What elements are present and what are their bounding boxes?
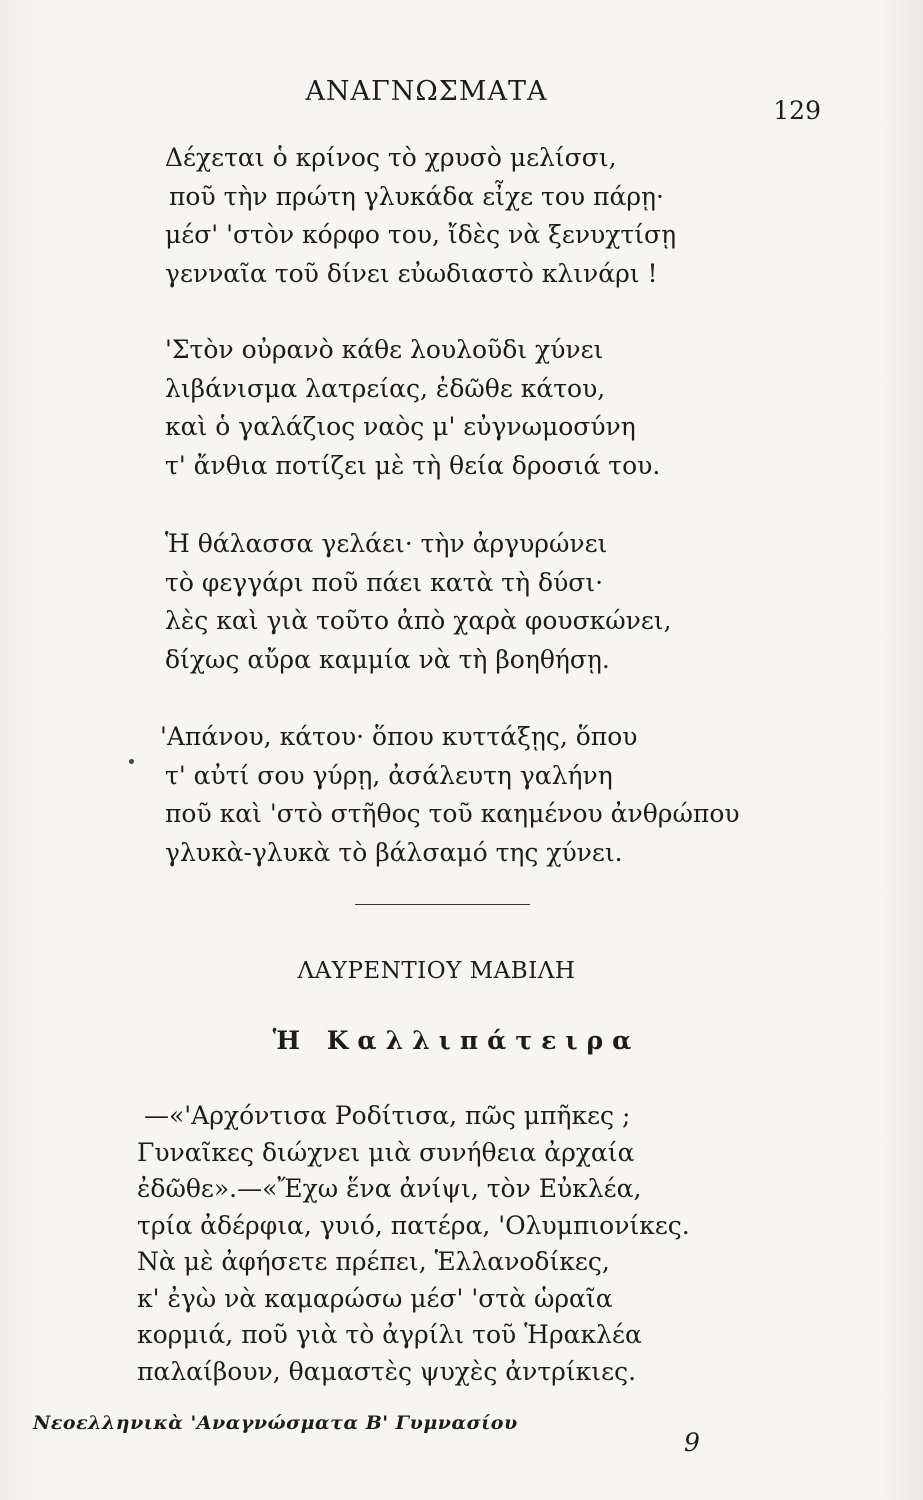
author-name: ΛΑΥΡΕΝΤΙΟΥ ΜΑΒΙΛΗ <box>297 958 576 984</box>
footer-book-title: Νεοελληνικὰ 'Αναγνώσματα Β' Γυμνασίου <box>33 1412 518 1434</box>
verse-line: παλαίβουν, θαμαστὲς ψυχὲς ἀντρίκιες. <box>137 1356 637 1386</box>
poem-title: Ἡ Καλλιπάτειρα <box>272 1026 641 1055</box>
stanza-3 <box>165 525 672 679</box>
stanza-1 <box>165 139 676 293</box>
verse-line: ποῦ τὴν πρώτη γλυκάδα εἶχε του πάρῃ· <box>169 181 664 211</box>
verse-line: —«'Αρχόντισα Ροδίτισα, πῶς μπῆκες ; <box>144 1101 631 1130</box>
verse-line: μέσ' 'στὸν κόρφο του, ἴδὲς νὰ ξενυχτίσῃ <box>165 220 677 249</box>
verse-line: λὲς καὶ γιὰ τοῦτο ἀπὸ χαρὰ φουσκώνει, <box>165 606 672 635</box>
section-divider <box>355 904 530 905</box>
verse-line: 'Απάνου, κάτου· ὅπου κυττάξῃς, ὅπου <box>160 722 638 751</box>
verse-line: τ' αὐτί σου γύρῃ, ἀσάλευτη γαλήνη <box>165 760 613 790</box>
verse-line: δίχως αὔρα καμμία νὰ τὴ βοηθήσῃ. <box>165 644 610 674</box>
verse-line: τὸ φεγγάρι ποῦ πάει κατὰ τὴ δύσι· <box>165 567 604 597</box>
verse-line: κορμιά, ποῦ γιὰ τὸ ἀγρίλι τοῦ Ἡρακλέα <box>137 1320 642 1349</box>
signature-mark: 9 <box>684 1428 700 1457</box>
page-number: 129 <box>773 96 821 125</box>
ink-speck <box>129 759 134 764</box>
verse-line: 'Στὸν οὐρανὸ κάθε λουλοῦδι χύνει <box>165 335 604 364</box>
verse-line: ποῦ καὶ 'στὸ στῆθος τοῦ καημένου ἀνθρώπου <box>165 799 740 828</box>
verse-line: γλυκὰ-γλυκὰ τὸ βάλσαμό της χύνει. <box>165 837 623 867</box>
stanza-2 <box>165 331 660 485</box>
verse-line: γενναῖα τοῦ δίνει εὐωδιαστὸ κλινάρι ! <box>165 258 658 288</box>
verse-line: τ' ἄνθια ποτίζει μὲ τὴ θεία δροσιά του. <box>165 450 661 480</box>
verse-line: Νὰ μὲ ἀφήσετε πρέπει, Ἑλλανοδίκες, <box>137 1247 610 1276</box>
verse-line: λιβάνισμα λατρείας, ἐδῶθε κάτου, <box>165 373 606 403</box>
poem-body <box>137 1098 690 1390</box>
verse-line: Γυναῖκες διώχνει μιὰ συνήθεια ἀρχαία <box>137 1137 635 1167</box>
verse-line: καὶ ὁ γαλάζιος ναὸς μ' εὐγνωμοσύνη <box>165 412 636 441</box>
running-title: ΑΝΑΓΝΩΣΜΑΤΑ <box>305 76 548 107</box>
verse-line: τρία ἀδέρφια, γυιό, πατέρα, 'Ολυμπιονίκες. <box>137 1210 690 1240</box>
verse-line: ἐδῶθε».—«Ἔχω ἕνα ἀνίψι, τὸν Εὐκλέα, <box>137 1174 642 1203</box>
verse-line: Ἡ θάλασσα γελάει· τὴν ἀργυρώνει <box>165 529 608 558</box>
verse-line: Δέχεται ὁ κρίνος τὸ χρυσὸ μελίσσι, <box>165 143 617 172</box>
verse-line: κ' ἐγὼ νὰ καμαρώσω μέσ' 'στὰ ὡραῖα <box>137 1283 613 1313</box>
stanza-4 <box>160 718 740 872</box>
